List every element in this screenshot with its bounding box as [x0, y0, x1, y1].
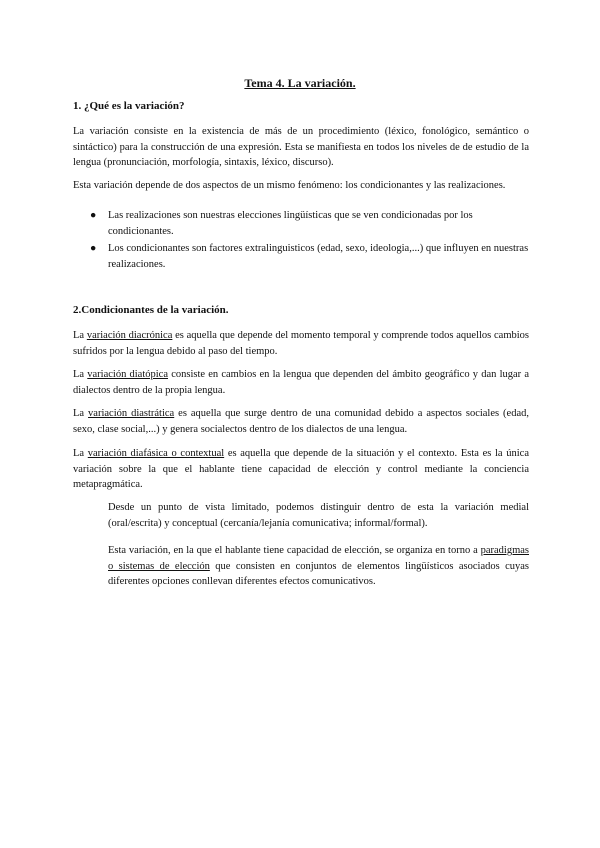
term-diastratica: variación diastrática	[88, 408, 175, 419]
section-2-heading: 2.Condicionantes de la variación.	[73, 304, 229, 316]
paragraph-diatopica	[73, 367, 529, 398]
section-1-paragraph-2: Esta variación depende de dos aspectos de un mismo fenómeno: los condicionantes y las realizaciones.	[73, 180, 506, 191]
text-post: que consisten en conjuntos de elementos lingüísticos asociados cuyas diferentes opciones conllevan diferentes efectos comunicativos.	[108, 560, 530, 587]
section-1-paragraph-1: La variación consiste en la existencia de más de un procedimiento (léxico, fonológico, semántico o sintáctico) para la construcción de una expresión. Esta se manifiesta en todos los niveles de de estudio de la lengua (pronunciación, morfología, sintaxis, léxico, discurso).	[73, 126, 529, 168]
paragraph-diafasica	[73, 446, 529, 493]
indented-paragraph-2	[108, 543, 529, 590]
text-post: es aquella que depende de la situación y el contexto. Esta es la única variación sobre la que el hablante tiene capacidad de elección y control mediante la conciencia metapragmática.	[73, 448, 529, 490]
text-post: consiste en cambios en la lengua que dependen del ámbito geográfico y dan lugar a dialectos dentro de la propia lengua.	[73, 369, 530, 396]
bullet-text: Las realizaciones son nuestras elecciones lingüísticas que se ven condicionadas por los condicionantes.	[108, 210, 473, 237]
term-diatopica: variación diatópica	[87, 369, 169, 380]
indented-paragraph-1: Desde un punto de vista limitado, podemos distinguir dentro de esta la variación medial (oral/escrita) y conceptual (cercanía/lejanía comunicativa; informal/formal).	[108, 502, 529, 529]
bullet-item	[90, 241, 530, 272]
term-paradigmas: paradigmas o sistemas de elección	[108, 545, 529, 572]
bullet-text: Los condicionantes son factores extralinguisticos (edad, sexo, ideologia,...) que influyen en nuestras realizaciones.	[108, 243, 529, 270]
term-diafasica: variación diafásica o contextual	[87, 448, 225, 459]
paragraph-diastratica	[73, 406, 529, 437]
text-pre: La	[73, 369, 88, 380]
text-post: es aquella que surge dentro de una comunidad debido a aspectos sociales (edad, sexo, clase social,...) y genera socialectos dentro de los dialectos de una lengua.	[73, 408, 529, 435]
term-diacronica: variación diacrónica	[86, 330, 173, 341]
text-pre: La	[73, 330, 87, 341]
section-1-heading: 1. ¿Qué es la variación?	[73, 100, 185, 112]
paragraph-diacronica	[73, 328, 529, 359]
bullet-item	[90, 208, 530, 239]
text-pre: La	[73, 408, 89, 419]
text-post: es aquella que depende del momento temporal y comprende todos aquellos cambios sufridos por la lengua debido al paso del tiempo.	[73, 330, 529, 357]
realizations-bullet-list	[90, 208, 530, 274]
text-pre: La	[73, 448, 88, 459]
text-pre: Esta variación, en la que el hablante tiene capacidad de elección, se organiza en torno a	[108, 545, 481, 556]
bullet-dot-icon: ●	[90, 243, 97, 254]
bullet-dot-icon: ●	[90, 210, 97, 221]
document-title: Tema 4. La variación.	[244, 76, 356, 90]
